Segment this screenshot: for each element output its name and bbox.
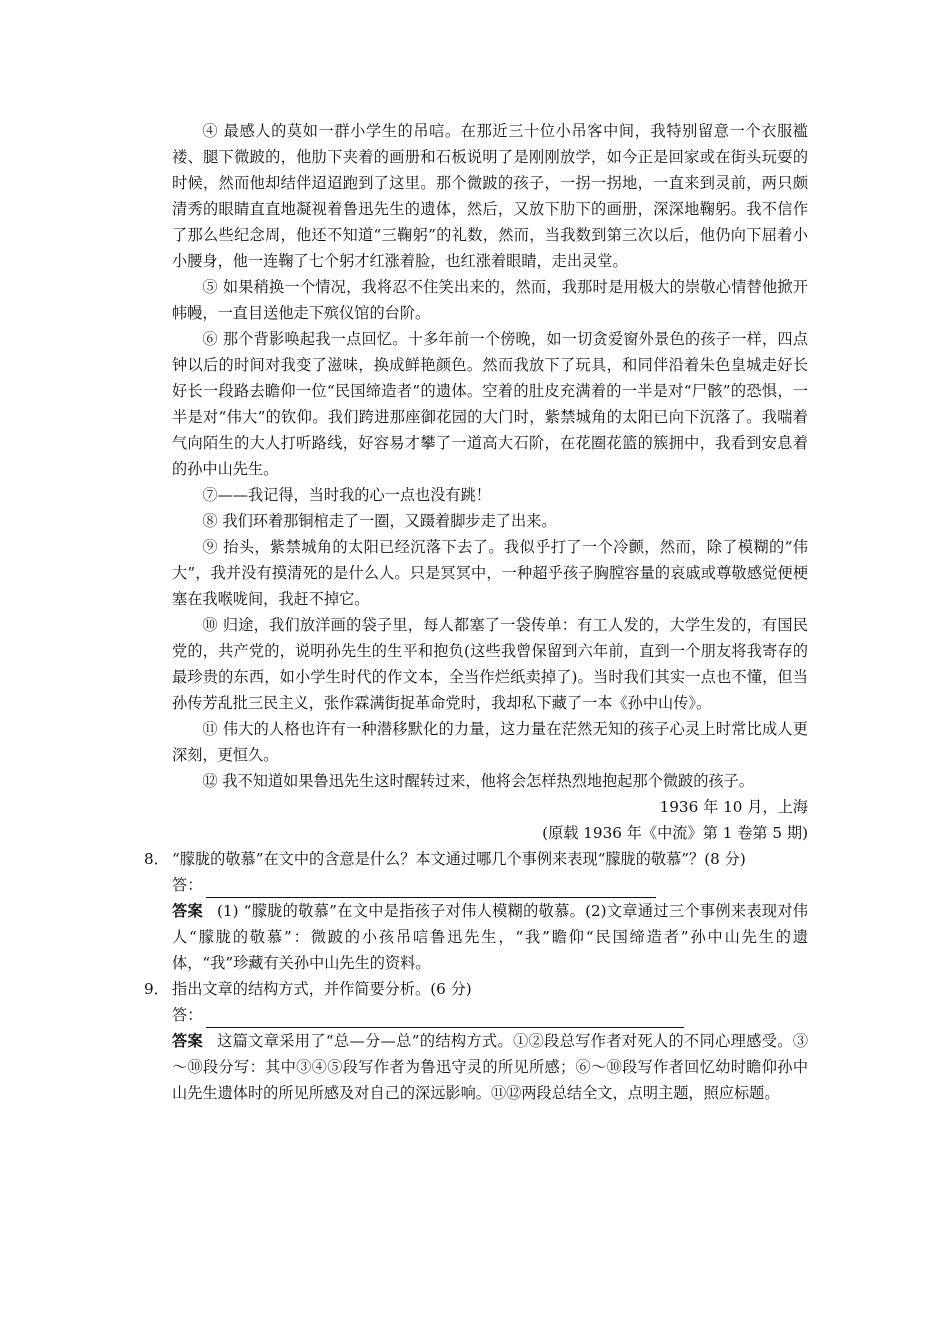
answer-label: 答案 [172, 902, 203, 920]
paragraph-9: ⑨ 抬头，紫禁城角的太阳已经沉落下去了。我似乎打了一个冷颤，然而，除了模糊的“伟大”，我并没有摸清死的是什么人。只是冥冥中，一种超乎孩子胸膛容量的哀戚或尊敬感觉便梗塞在我喉咙间，我赶不掉它。 [172, 538, 808, 608]
answer-line-9 [172, 1002, 808, 1028]
paragraph-12: ⑫ 我不知道如果鲁迅先生这时醒转过来，他将会怎样热烈地抱起那个微跛的孩子。 [202, 772, 754, 790]
answer-label: 答案 [172, 1032, 204, 1050]
question-9 [144, 976, 808, 1002]
paragraph-8: ⑧ 我们环着那铜棺走了一圈，又蹑着脚步走了出来。 [202, 512, 557, 530]
answer-text: 这篇文章采用了“总—分—总”的结构方式。①②段总写作者对死人的不同心理感受。③～⑩段分写：其中③④⑤段写作者为鲁迅守灵的所见所感；⑥～⑩段写作者回忆幼时瞻仰孙中山先生遗体时的所见所感及对自己的深远影响。⑪⑫两段总结全文，点明主题，照应标题。 [172, 1032, 809, 1102]
answer-8 [172, 898, 808, 976]
paragraph-5: ⑤ 如果稍换一个情况，我将忍不住笑出来的，然而，我那时是用极大的崇敬心情替他掀开帏幔，一直目送他走下殡仪馆的台阶。 [172, 278, 808, 322]
question-text: 指出文章的结构方式，并作简要分析。(6 分) [172, 980, 472, 998]
answer-line-8 [172, 872, 808, 898]
answer-prompt: 答： [172, 1006, 203, 1024]
question-8 [144, 846, 808, 872]
paragraph-10: ⑩ 归途，我们放洋画的袋子里，每人都塞了一袋传单：有工人发的，大学生发的，有国民党的，共产党的，说明孙先生的生平和抱负(这些我曾保留到六年前，直到一个朋友将我寄存的最珍贵的东西，如小学生时代的作文本，全当作烂纸卖掉了)。当时我们其实一点也不懂，但当孙传芳乱批三民主义，张作霖满街捉革命党时，我却私下藏了一本《孙中山传》。 [172, 616, 808, 712]
paragraph-11: ⑪ 伟大的人格也许有一种潜移默化的力量，这力量在茫然无知的孩子心灵上时常比成人更深刻，更恒久。 [172, 720, 808, 764]
source-note: (原载 1936 年《中流》第 1 卷第 5 期) [542, 824, 808, 842]
question-text: “朦胧的敬慕”在文中的含意是什么？本文通过哪几个事例来表现“朦胧的敬慕”？(8 分) [172, 850, 746, 868]
paragraph-7: ⑦——我记得，当时我的心一点也没有跳！ [202, 486, 491, 504]
answer-text: (1) “朦胧的敬慕”在文中是指孩子对伟人模糊的敬慕。(2)文章通过三个事例来表现对伟人“朦胧的敬慕”：微跛的小孩吊唁鲁迅先生，“我”瞻仰“民国缔造者”孙中山先生的遗体，“我”珍藏有关孙中山先生的资料。 [172, 902, 808, 972]
answer-blank[interactable] [206, 879, 656, 898]
answer-prompt: 答： [172, 876, 203, 894]
question-number: 8． [144, 850, 169, 868]
answer-blank[interactable] [206, 1009, 684, 1028]
paragraph-4: ④ 最感人的莫如一群小学生的吊唁。在那近三十位小吊客中间，我特别留意一个衣服褴褛、腿下微跛的，他肋下夹着的画册和石板说明了是刚刚放学，如今正是回家或在街头玩耍的时候，然而他却结伴迢迢跑到了这里。那个微跛的孩子，一拐一拐地，一直来到灵前，两只颇清秀的眼睛直直地凝视着鲁迅先生的遗体，然后，又放下肋下的画册，深深地鞠躬。我不信作了那么些纪念周，他还不知道“三鞠躬”的礼数，然而，当我数到第三次以后，他仍向下屈着小小腰身，他一连鞠了七个躬才红涨着脸，也红涨着眼睛，走出灵堂。 [172, 122, 808, 270]
paragraph-6: ⑥ 那个背影唤起我一点回忆。十多年前一个傍晚，如一切贪爱窗外景色的孩子一样，四点钟以后的时间对我变了滋味，换成鲜艳颜色。然而我放下了玩具，和同伴沿着朱色皇城走好长好长一段路去瞻仰一位“民国缔造者”的遗体。空着的肚皮充满着的一半是对“尸骸”的恐惧，一半是对“伟大”的钦仰。我们跨进那座御花园的大门时，紫禁城角的太阳已向下沉落了。我喘着气向陌生的大人打听路线，好容易才攀了一道高大石阶，在花圈花篮的簇拥中，我看到安息着的孙中山先生。 [172, 330, 808, 478]
date-place: 1936 年 10 月，上海 [659, 798, 808, 816]
question-number: 9． [144, 980, 169, 998]
answer-9 [172, 1028, 808, 1106]
